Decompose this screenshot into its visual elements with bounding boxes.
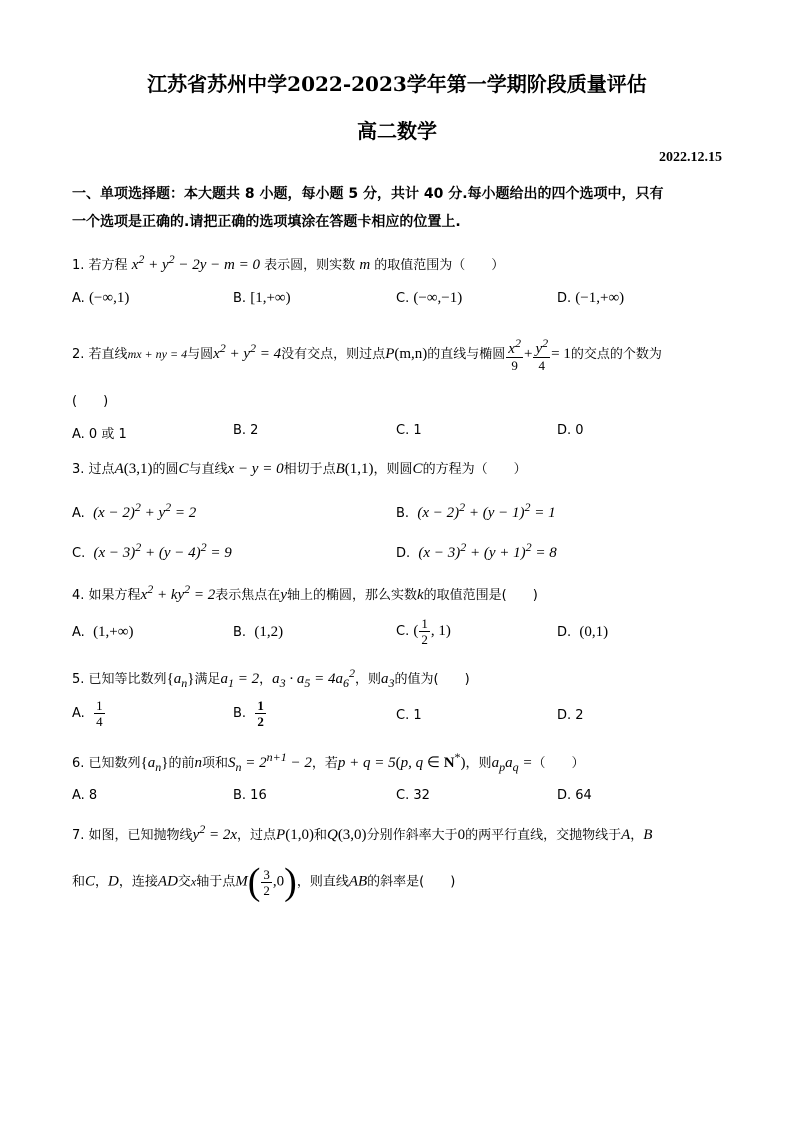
question-number: 3.: [72, 462, 85, 477]
q1-option-a[interactable]: A. (−∞,1): [72, 290, 130, 306]
q4-option-b[interactable]: B. (1,2): [233, 624, 284, 640]
question-4: 4. 如果方程$x^2 + ky^2 = 2$表示焦点在y轴上的椭圆，那么实数k的取值范围是( ): [72, 582, 538, 603]
q3-option-b[interactable]: B. $(x - 2)^2 + (y - 1)^2 = 1$: [396, 500, 556, 521]
q4-option-d[interactable]: D. (0,1): [557, 624, 609, 640]
question-3: 3. 过点A(3,1)的圆C与直线x − y = 0相切于点B(1,1)，则圆C的方程为（ ）: [72, 461, 527, 477]
q6-option-d[interactable]: D. 64: [557, 788, 592, 803]
question-2: 2. 若直线mx + ny = 4与圆$x^2 + y^2 = 4$没有交点，则过点P(m,n)的直线与椭圆 $\frac{x^2}{9}$ + $\frac{y^2}{4}$ = 1的交点的个数为: [72, 336, 662, 373]
question-number: 4.: [72, 588, 85, 603]
exam-title: 江苏省苏州中学2022-2023学年第一学期阶段质量评估: [147, 72, 647, 96]
q3-option-d[interactable]: D. $(x - 3)^2 + (y + 1)^2 = 8$: [396, 540, 557, 561]
q5-option-a[interactable]: A. $\frac{1}{4}$: [72, 698, 103, 729]
question-number: 5.: [72, 672, 85, 687]
question-number: 6.: [72, 756, 85, 771]
q5-option-b[interactable]: B. $\frac{1}{2}$: [233, 698, 264, 729]
q2-option-a[interactable]: A. 0 或 1: [72, 427, 127, 442]
q2-answer-paren: ( ): [72, 394, 109, 409]
section-line-1: 一、单项选择题：本大题共 8 小题，每小题 5 分，共计 40 分.每小题给出的四个选项中，只有: [72, 186, 664, 202]
q4-option-a[interactable]: A. (1,+∞): [72, 624, 134, 640]
section-instructions: [72, 180, 724, 236]
question-number: 2.: [72, 347, 85, 362]
question-5: 5. 已知等比数列$\{a_n\}$满足$a_1 = 2$，$a_3 \cdot a_5 = 4a_6^2$，则$a_3$的值为( ): [72, 666, 470, 690]
q5-option-c[interactable]: C. 1: [396, 708, 422, 723]
q6-option-a[interactable]: A. 8: [72, 788, 98, 803]
q3-option-c[interactable]: C. $(x - 3)^2 + (y - 4)^2 = 9$: [72, 540, 232, 561]
q4-option-c[interactable]: C. ( $\frac{1}{2}$ , 1): [396, 616, 451, 647]
formula: $x^2 + y^2 - 2y - m = 0$: [131, 252, 261, 273]
section-line-2: 一个选项是正确的.请把正确的选项填涂在答题卡相应的位置上.: [72, 214, 461, 230]
question-6: 6. 已知数列$\{a_n\}$的前n项和$S_n = 2^{n+1} - 2$，若p + q = 5(p, q ∈ N*)，则$a_pa_q$ =（ ）: [72, 750, 585, 774]
q2-option-d[interactable]: D. 0: [557, 423, 584, 438]
q2-option-b[interactable]: B. 2: [233, 423, 259, 438]
question-7: 7. 如图，已知抛物线$y^2 = 2x$，过点P(1,0)和Q(3,0)分别作斜率大于0的两平行直线，交抛物线于A，B: [72, 822, 653, 843]
q1-option-d[interactable]: D. (−1,+∞): [557, 290, 625, 306]
question-1: 1. 若方程 $x^2 + y^2 - 2y - m = 0$ 表示圆，则实数 m 的取值范围为（ ）: [72, 252, 505, 273]
exam-date: 2022.12.15: [659, 150, 722, 165]
q3-option-a[interactable]: A. $(x - 2)^2 + y^2 = 2$: [72, 500, 197, 521]
question-number: 1.: [72, 258, 85, 273]
q6-option-b[interactable]: B. 16: [233, 788, 267, 803]
q6-option-c[interactable]: C. 32: [396, 788, 430, 803]
question-number: 7.: [72, 828, 85, 843]
q2-option-c[interactable]: C. 1: [396, 423, 422, 438]
question-7-line-2: 和C，D，连接AD交x轴于点M( $\frac{3}{2}$ ,0)，则直线AB的斜率是( ): [72, 861, 456, 903]
q1-option-b[interactable]: B. [1,+∞): [233, 290, 291, 306]
q5-option-d[interactable]: D. 2: [557, 708, 584, 723]
exam-subject: 高二数学: [357, 119, 437, 143]
q1-option-c[interactable]: C. (−∞,−1): [396, 290, 463, 306]
